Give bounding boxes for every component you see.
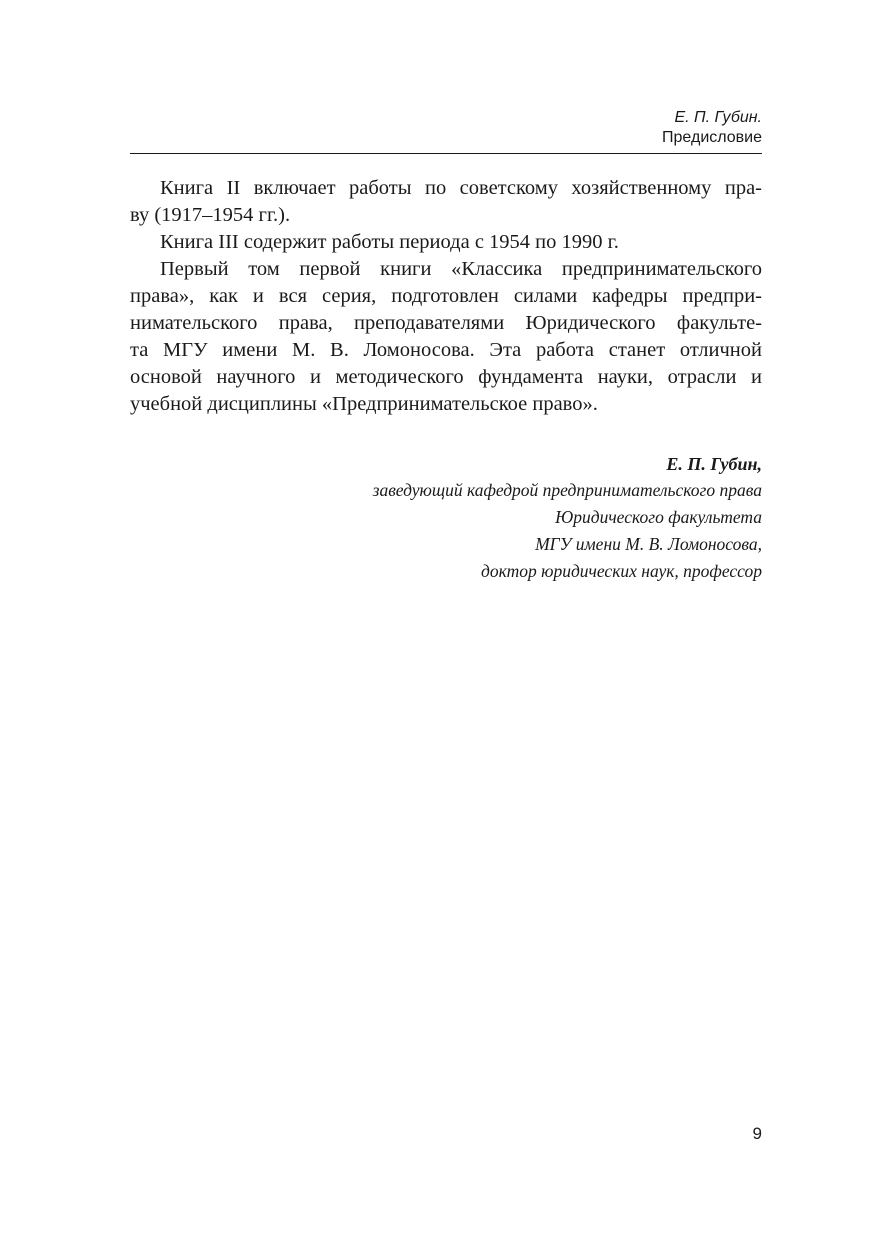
text-line: основой научного и методического фундамента науки, отрасли и — [130, 366, 762, 388]
text-line: учебной дисциплины «Предпринимательское право». — [130, 393, 598, 415]
signature-degree: доктор юридических наук, профессор — [481, 561, 762, 581]
text-line: Первый том первой книги «Классика предпринимательского — [160, 258, 762, 280]
signature-name: Е. П. Губин, — [666, 454, 762, 474]
header-author: Е. П. Губин. — [674, 109, 762, 126]
signature-position: заведующий кафедрой предпринимательского права — [372, 480, 762, 500]
text-line: нимательского права, преподавателями Юридического факульте- — [130, 312, 762, 334]
text-line: та МГУ имени М. В. Ломоносова. Эта работа станет отличной — [130, 339, 762, 361]
text-line: Книга III содержит работы периода с 1954 по 1990 г. — [160, 231, 619, 253]
text-line: Книга II включает работы по советскому хозяйственному пра- — [160, 177, 762, 199]
text-line: ву (1917–1954 гг.). — [130, 204, 291, 226]
signature-faculty: Юридического факультета — [555, 507, 762, 527]
text-line: права», как и вся серия, подготовлен силами кафедры предпри- — [130, 285, 762, 307]
signature-university: МГУ имени М. В. Ломоносова, — [535, 534, 762, 554]
running-header — [662, 108, 762, 148]
page-number: 9 — [752, 1124, 762, 1143]
body-text — [130, 175, 762, 418]
signature-block — [373, 451, 762, 585]
header-rule — [130, 153, 762, 154]
header-section-title: Предисловие — [662, 129, 762, 146]
